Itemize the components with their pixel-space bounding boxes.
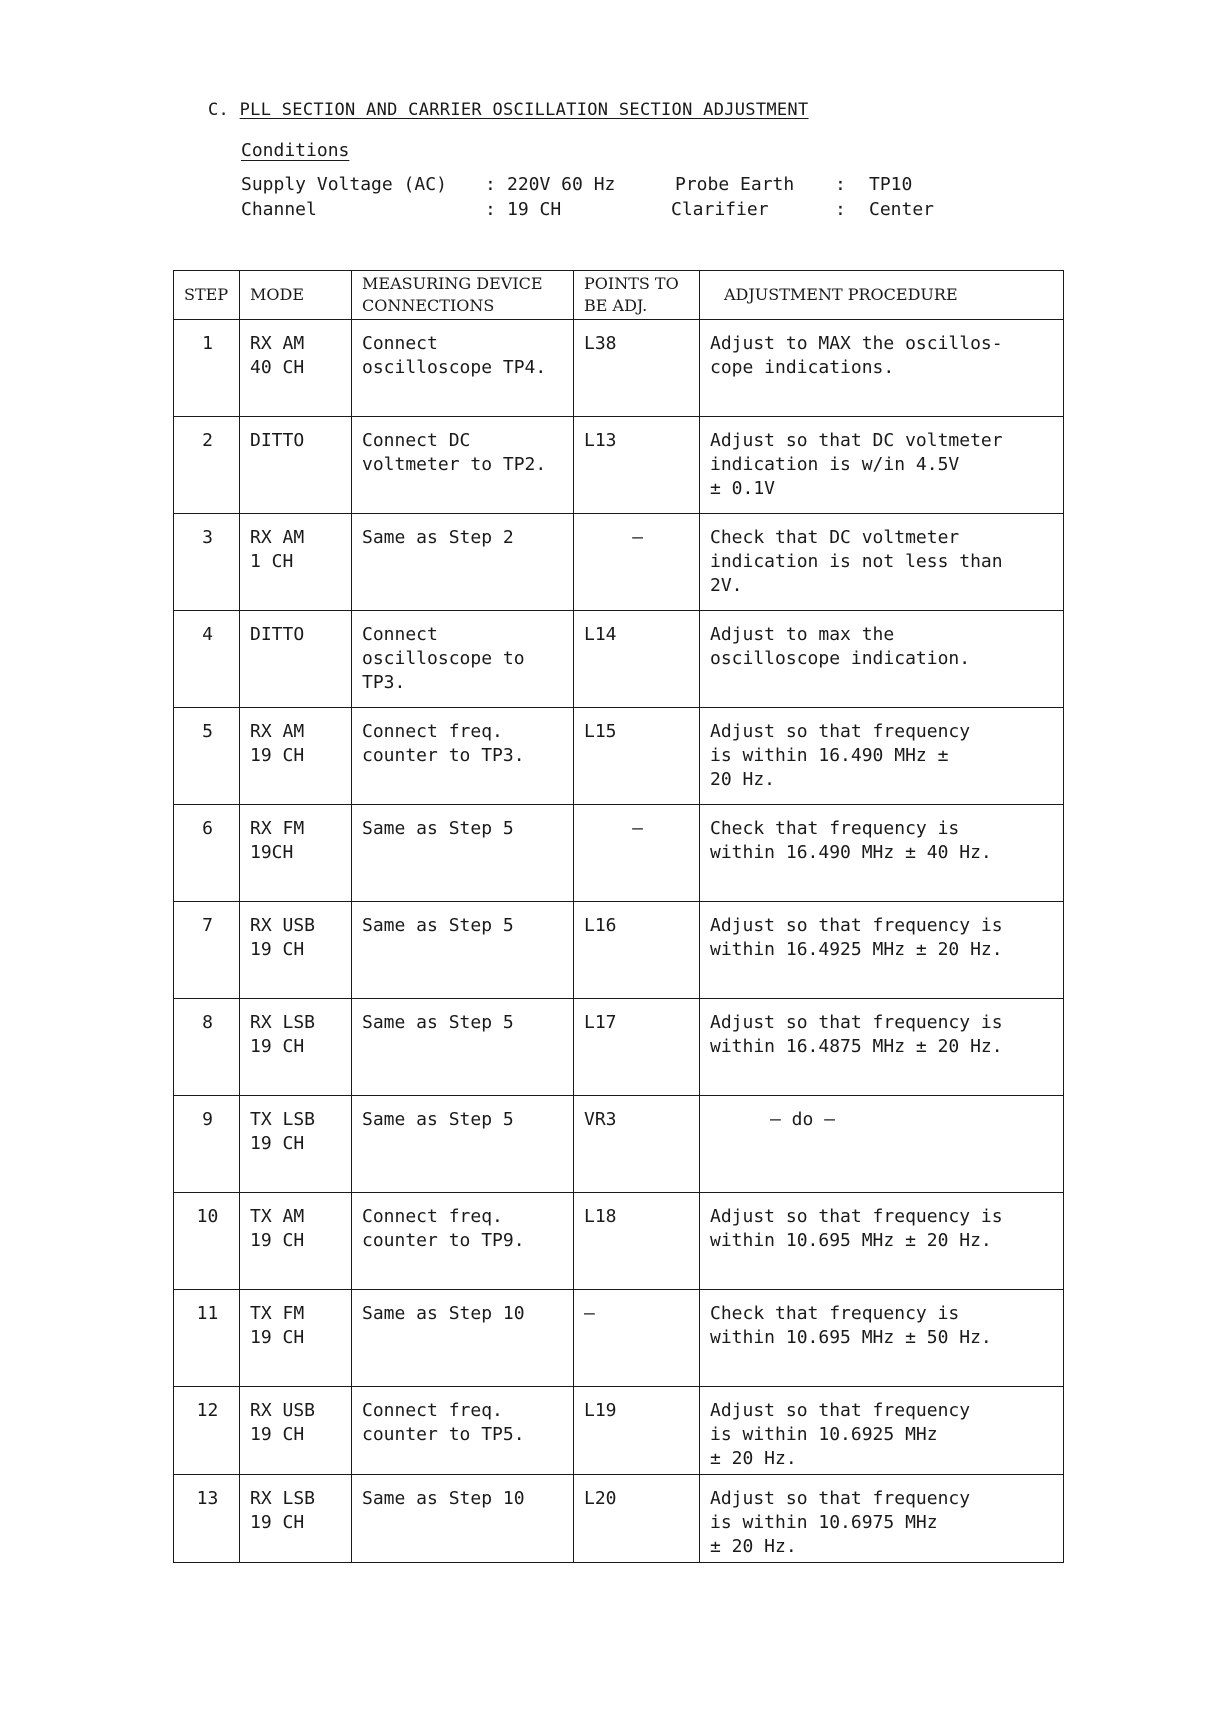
procedure-cell: – do – (700, 1096, 1064, 1193)
step-cell: 8 (174, 999, 240, 1096)
mode-cell: RX AM 19 CH (240, 708, 352, 805)
header-mode: MODE (240, 271, 352, 320)
procedure-cell: Adjust so that frequency is within 16.4875 MHz ± 20 Hz. (700, 999, 1064, 1096)
table-row (174, 902, 1064, 999)
mode-cell: RX USB 19 CH (240, 902, 352, 999)
points-cell: L18 (574, 1193, 700, 1290)
probe-earth-label: Probe Earth (675, 174, 795, 195)
points-cell: L20 (574, 1475, 700, 1563)
points-cell: L15 (574, 708, 700, 805)
measuring-cell: Same as Step 5 (352, 902, 574, 999)
probe-earth-value: TP10 (869, 174, 913, 195)
step-cell: 13 (174, 1475, 240, 1563)
procedure-cell: Adjust so that frequency is within 16.490 MHz ± 20 Hz. (700, 708, 1064, 805)
table-row (174, 805, 1064, 902)
supply-voltage-sep: : (485, 174, 496, 195)
procedure-cell: Adjust so that frequency is within 10.6925 MHz ± 20 Hz. (700, 1387, 1064, 1475)
procedure-cell: Adjust so that frequency is within 10.6975 MHz ± 20 Hz. (700, 1475, 1064, 1563)
measuring-cell: Connect oscilloscope TP4. (352, 320, 574, 417)
table-row (174, 1193, 1064, 1290)
step-cell: 3 (174, 514, 240, 611)
points-cell: – (574, 805, 700, 902)
measuring-cell: Connect freq. counter to TP3. (352, 708, 574, 805)
table-row (174, 611, 1064, 708)
procedure-cell: Adjust so that DC voltmeter indication is w/in 4.5V ± 0.1V (700, 417, 1064, 514)
step-cell: 1 (174, 320, 240, 417)
channel-label: Channel (241, 199, 317, 220)
clarifier-label: Clarifier (671, 199, 769, 220)
table-row (174, 417, 1064, 514)
channel-value: 19 CH (507, 199, 562, 220)
points-cell: VR3 (574, 1096, 700, 1193)
points-cell: – (574, 1290, 700, 1387)
mode-cell: RX USB 19 CH (240, 1387, 352, 1475)
mode-cell: RX LSB 19 CH (240, 999, 352, 1096)
mode-cell: RX LSB 19 CH (240, 1475, 352, 1563)
step-cell: 6 (174, 805, 240, 902)
procedure-cell: Adjust so that frequency is within 10.695 MHz ± 20 Hz. (700, 1193, 1064, 1290)
section-title: PLL SECTION AND CARRIER OSCILLATION SECTION ADJUSTMENT (239, 100, 809, 120)
step-cell: 12 (174, 1387, 240, 1475)
points-cell: L38 (574, 320, 700, 417)
mode-cell: TX FM 19 CH (240, 1290, 352, 1387)
table-row (174, 1475, 1064, 1563)
points-cell: L14 (574, 611, 700, 708)
procedure-cell: Adjust so that frequency is within 16.4925 MHz ± 20 Hz. (700, 902, 1064, 999)
header-adjustment-procedure: ADJUSTMENT PROCEDURE (700, 271, 1064, 320)
table-row (174, 1096, 1064, 1193)
condition-row-1 (241, 174, 1001, 198)
section-prefix: C. (208, 100, 230, 120)
measuring-cell: Same as Step 2 (352, 514, 574, 611)
mode-cell: RX AM 40 CH (240, 320, 352, 417)
clarifier-value: Center (869, 199, 935, 220)
table-row (174, 320, 1064, 417)
points-cell: L19 (574, 1387, 700, 1475)
points-cell: – (574, 514, 700, 611)
table-row (174, 1290, 1064, 1387)
points-cell: L16 (574, 902, 700, 999)
header-points-to-adjust: POINTS TO BE ADJ. (574, 271, 700, 320)
mode-cell: DITTO (240, 417, 352, 514)
header-measuring-device: MEASURING DEVICE CONNECTIONS (352, 271, 574, 320)
mode-cell: TX LSB 19 CH (240, 1096, 352, 1193)
table-row (174, 514, 1064, 611)
mode-cell: TX AM 19 CH (240, 1193, 352, 1290)
procedure-cell: Adjust to max the oscilloscope indication. (700, 611, 1064, 708)
table-row (174, 1387, 1064, 1475)
measuring-cell: Same as Step 10 (352, 1290, 574, 1387)
condition-row-2 (241, 199, 1001, 223)
measuring-cell: Connect DC voltmeter to TP2. (352, 417, 574, 514)
supply-voltage-value: 220V 60 Hz (507, 174, 616, 195)
measuring-cell: Same as Step 5 (352, 805, 574, 902)
measuring-cell: Same as Step 5 (352, 999, 574, 1096)
measuring-cell: Same as Step 10 (352, 1475, 574, 1563)
step-cell: 9 (174, 1096, 240, 1193)
header-step: STEP (174, 271, 240, 320)
supply-voltage-label: Supply Voltage (AC) (241, 174, 447, 195)
channel-sep: : (485, 199, 496, 220)
measuring-cell: Connect oscilloscope to TP3. (352, 611, 574, 708)
table-header-row (174, 271, 1064, 320)
procedure-cell: Check that frequency is within 16.490 MHz ± 40 Hz. (700, 805, 1064, 902)
step-cell: 7 (174, 902, 240, 999)
measuring-cell: Connect freq. counter to TP9. (352, 1193, 574, 1290)
points-cell: L13 (574, 417, 700, 514)
table-row (174, 708, 1064, 805)
step-cell: 10 (174, 1193, 240, 1290)
step-cell: 5 (174, 708, 240, 805)
clarifier-sep: : (835, 199, 846, 220)
step-cell: 4 (174, 611, 240, 708)
procedure-cell: Adjust to MAX the oscillos- cope indications. (700, 320, 1064, 417)
table-row (174, 999, 1064, 1096)
measuring-cell: Connect freq. counter to TP5. (352, 1387, 574, 1475)
mode-cell: RX AM 1 CH (240, 514, 352, 611)
mode-cell: DITTO (240, 611, 352, 708)
adjustment-table (173, 270, 1064, 1563)
conditions-heading: Conditions (241, 140, 350, 161)
step-cell: 11 (174, 1290, 240, 1387)
measuring-cell: Same as Step 5 (352, 1096, 574, 1193)
points-cell: L17 (574, 999, 700, 1096)
probe-earth-sep: : (835, 174, 846, 195)
step-cell: 2 (174, 417, 240, 514)
procedure-cell: Check that frequency is within 10.695 MHz ± 50 Hz. (700, 1290, 1064, 1387)
page-title (208, 100, 809, 120)
mode-cell: RX FM 19CH (240, 805, 352, 902)
procedure-cell: Check that DC voltmeter indication is not less than 2V. (700, 514, 1064, 611)
